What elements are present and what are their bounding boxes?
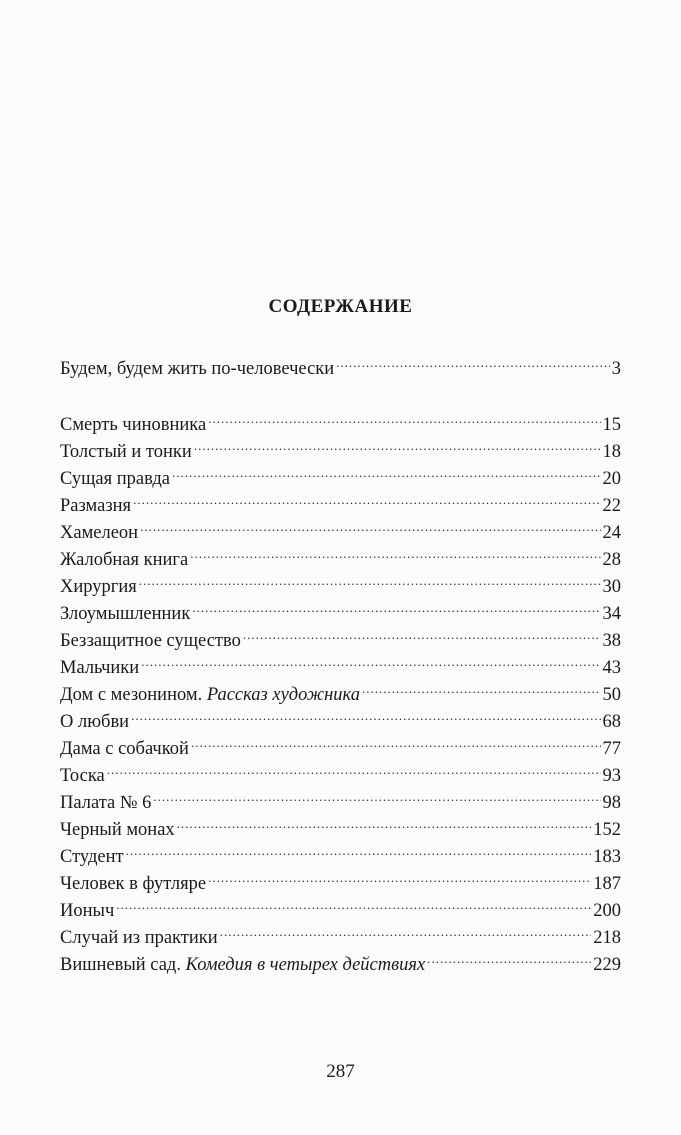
toc-entry-title-text: Хамелеон bbox=[60, 523, 139, 543]
dot-leader bbox=[243, 619, 601, 646]
dot-leader bbox=[194, 430, 601, 457]
toc-entry bbox=[60, 862, 621, 894]
toc-entry bbox=[60, 347, 621, 379]
toc-entry-title-text: Размазня bbox=[60, 496, 132, 516]
toc-entry-title bbox=[60, 356, 334, 383]
dot-leader bbox=[139, 565, 601, 592]
toc-entry bbox=[60, 538, 621, 570]
toc-entry-title-text: Толстый и тонки bbox=[60, 442, 192, 462]
toc-entry bbox=[60, 673, 621, 705]
table-of-contents bbox=[60, 347, 621, 975]
dot-leader bbox=[133, 484, 600, 511]
toc-entry-title-text: Черный монах bbox=[60, 820, 175, 840]
dot-leader bbox=[116, 889, 591, 916]
dot-leader bbox=[336, 347, 610, 374]
toc-entry-title-text: Дама с собачкой bbox=[60, 739, 189, 759]
dot-leader bbox=[140, 511, 600, 538]
toc-entry-page: 22 bbox=[602, 496, 621, 516]
toc-entry bbox=[60, 781, 621, 813]
toc-entry bbox=[60, 754, 621, 786]
dot-leader bbox=[107, 754, 601, 781]
toc-entry-page: 68 bbox=[602, 712, 621, 732]
toc-entry-page: 77 bbox=[602, 739, 621, 759]
toc-entry-title-text: Студент bbox=[60, 847, 124, 867]
toc-entry-page: 98 bbox=[602, 793, 621, 813]
toc-entry-title bbox=[60, 844, 124, 871]
toc-entry-title-text: Вишневый сад. bbox=[60, 955, 186, 975]
toc-entry-title-text: Беззащитное существо bbox=[60, 631, 241, 651]
toc-entry-title-text: Дом с мезонином. bbox=[60, 685, 207, 705]
toc-entry-page: 152 bbox=[593, 820, 621, 840]
toc-entry-page: 18 bbox=[602, 442, 621, 462]
toc-entry-page: 50 bbox=[602, 685, 621, 705]
toc-entry-page: 24 bbox=[602, 523, 621, 543]
toc-entry-title-text: Злоумышленник bbox=[60, 604, 191, 624]
dot-leader bbox=[192, 592, 600, 619]
toc-entry-title-text: Мальчики bbox=[60, 658, 140, 678]
contents-heading: СОДЕРЖАНИЕ bbox=[268, 296, 413, 317]
toc-entry-title bbox=[60, 952, 425, 979]
toc-entry-title-text: О любви bbox=[60, 712, 130, 732]
toc-entry-page: 34 bbox=[602, 604, 621, 624]
toc-entry bbox=[60, 484, 621, 516]
page-number: 287 bbox=[326, 1061, 355, 1082]
toc-entry-title-text: Палата № 6 bbox=[60, 793, 152, 813]
toc-entry-title bbox=[60, 520, 138, 547]
toc-entry-title bbox=[60, 493, 131, 520]
toc-entry-title bbox=[60, 655, 139, 682]
toc-entry-page: 30 bbox=[602, 577, 621, 597]
toc-entry-page: 187 bbox=[593, 874, 621, 894]
dot-leader bbox=[220, 916, 592, 943]
toc-entry bbox=[60, 727, 621, 759]
toc-entry-title-text: Случай из практики bbox=[60, 928, 218, 948]
toc-entry-title bbox=[60, 709, 129, 736]
toc-entry bbox=[60, 403, 621, 435]
toc-entry-title-text: Человек в футляре bbox=[60, 874, 207, 894]
dot-leader bbox=[153, 781, 600, 808]
toc-entry-title-text: Смерть чиновника bbox=[60, 415, 207, 435]
toc-entry-title-text: Будем, будем жить по-человечески bbox=[60, 359, 335, 379]
dot-leader bbox=[362, 673, 601, 700]
toc-entry-title-text: Жалобная книга bbox=[60, 550, 189, 570]
dot-leader bbox=[172, 457, 601, 484]
dot-leader bbox=[126, 835, 592, 862]
toc-entry-page: 93 bbox=[602, 766, 621, 786]
toc-entry bbox=[60, 646, 621, 678]
toc-entry-page: 218 bbox=[593, 928, 621, 948]
toc-entry bbox=[60, 916, 621, 948]
toc-entry bbox=[60, 835, 621, 867]
dot-leader bbox=[190, 538, 600, 565]
toc-entry-page: 200 bbox=[593, 901, 621, 921]
toc-entry bbox=[60, 511, 621, 543]
dot-leader bbox=[177, 808, 592, 835]
toc-entry-subtitle: Комедия в четырех действиях bbox=[185, 955, 426, 975]
dot-leader bbox=[141, 646, 600, 673]
toc-entry-title bbox=[60, 412, 206, 439]
toc-entry bbox=[60, 565, 621, 597]
toc-entry-page: 38 bbox=[602, 631, 621, 651]
toc-entry bbox=[60, 700, 621, 732]
toc-entry bbox=[60, 889, 621, 921]
dot-leader bbox=[208, 862, 591, 889]
toc-entry-title-text: Хирургия bbox=[60, 577, 137, 597]
dot-leader bbox=[131, 700, 600, 727]
dot-leader bbox=[208, 403, 600, 430]
toc-entry-page: 43 bbox=[602, 658, 621, 678]
toc-entry-title bbox=[60, 574, 137, 601]
toc-entry-page: 20 bbox=[602, 469, 621, 489]
toc-entry-subtitle: Рассказ художника bbox=[206, 685, 360, 705]
toc-entry bbox=[60, 592, 621, 624]
toc-entry-page: 15 bbox=[602, 415, 621, 435]
toc-entry-title bbox=[60, 601, 190, 628]
toc-entry-title-text: Ионыч bbox=[60, 901, 115, 921]
toc-entry-page: 28 bbox=[602, 550, 621, 570]
toc-entry-title bbox=[60, 790, 151, 817]
toc-entry-title-text: Тоска bbox=[60, 766, 105, 786]
toc-entry-page: 183 bbox=[593, 847, 621, 867]
toc-entry-title-text: Сущая правда bbox=[60, 469, 170, 489]
toc-entry-page: 229 bbox=[593, 955, 621, 975]
toc-entry-title bbox=[60, 763, 105, 790]
dot-leader bbox=[191, 727, 601, 754]
toc-entry-title bbox=[60, 898, 114, 925]
toc-entry-title bbox=[60, 925, 218, 952]
dot-leader bbox=[427, 943, 591, 970]
toc-entry-page: 3 bbox=[611, 359, 621, 379]
